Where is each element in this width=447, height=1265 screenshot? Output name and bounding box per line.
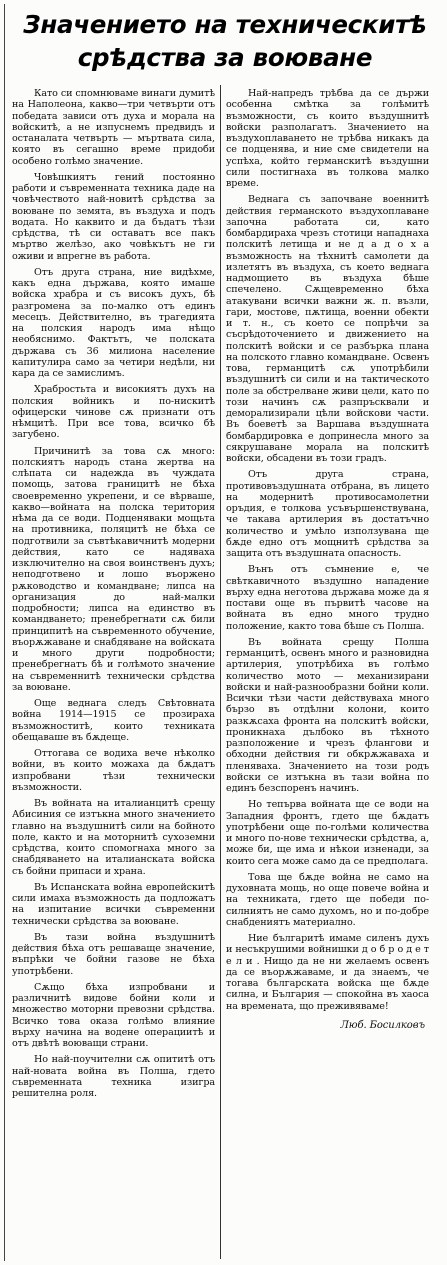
paragraph: Храбростьта и високиятъ духъ на полския войникъ и по-нискитѣ офицерски чинове сѫ признати отъ нѣмцитѣ. При все това, всичко бѣ загубено. — [12, 384, 215, 441]
paragraph: Въ Испанската война европейскитѣ сили имаха възможность да подложатъ на изпитание всички съвременни технически срѣдства за воюване. — [12, 881, 215, 927]
paragraph: Въ тази война въздушнитѣ действия бѣха отъ решаваще значение, въпрѣки че бойни газове не бѣха употрѣбени. — [12, 931, 215, 977]
paragraph: Това ще бѫде война не само на духовната мощь, но още повече война и на техниката, гдето ще победи по-силниятъ не само духомъ, но и по-добре снабдениятъ материално. — [226, 871, 429, 928]
paragraph: Сѫщо бѣха изпробвани и различнитѣ видове бойни коли и множество моторни превозни срѣдства. Всичко това оказа голѣмо влияние върху начина на водене операциитѣ и отъ двѣтѣ воюващи страни. — [12, 981, 215, 1049]
paragraph: Отъ друга страна, противовъздушната отбрана, въ лицето на модернитѣ противосамолетни оръдия, е толкова усъвършенствувана, че такава артилерия въ достатъчно количество и умѣло използувана ще бѫде едно отъ мощнитѣ срѣдства за защита отъ въздушната опасность. — [226, 469, 429, 559]
paragraph: Като си спомнюваме винаги думитѣ на Наполеона, каквo—три четвърти отъ победата зависи отъ духа и морала на войскитѣ, а не изпуснемъ предвидъ и останалата четвърть — мъртвата сила, която въ сегашно време придоби особено голѣмо значение. — [12, 88, 215, 167]
paragraph: Причинитѣ за това сѫ много: полскиятъ народъ стана жертва на слѣпата си надежда въ чуждата помощь, затова границитѣ не бѣха своевременно укрепени, и се вѣрваше, каквo—войната на полска територия нѣма да се води. Подценяваки мощьта на противника, поляцитѣ не бѣха се подготвили за съвтѣкавичнитѣ модерни действия, като се надявахa изключително на своя воинственъ духъ; неподготвено и лошо въоржено рѫководство и командване; липса на организация до най-малки подробности; липса на единство въ командването; пренебрегнати сѫ били принципитѣ на съвременното обучение, въорѫжаване и снабдяване на войската и много други подробности; пренебрегнатъ бѣ и голѣмото значение на съвременнитѣ технически срѣдства за воюване. — [12, 445, 215, 693]
paragraph: Отъ друга страна, ние видѣхме, какъ една държава, която имаше войска храбра и съ високъ духъ, бѣ разгромена за по-малко отъ единъ месецъ. Действително, въ трагедията на полския народъ има нѣщо необяснимо. Фактътъ, че полската държава съ 36 милиона население капитулира само за четири недѣли, ни кара да се замислимъ. — [12, 266, 215, 379]
paragraph: Въ войната срещу Полша германцитѣ, освенъ много и разновидна артилерия, употрѣбиха въ голѣмо количество мото — механизирани войски и най-разнообразни бойни коли. Всички тѣзи части действуваха много бързо въ отдѣлни колони, които разкѫсаха фронта на полскитѣ войски, проникнаха дълбоко въ тѣхното разположение и чрезъ флангови и обходни действия ги обкрѫжаваха и пленяваха. Значението на този родъ войски се изтъкна въ тази война по единъ безспоренъ начинъ. — [226, 636, 429, 794]
paragraph: Най-напредъ трѣбва да се държи особенна смѣтка за голѣмитѣ възможности, съ които въздушнитѣ войски разполагатъ. Значението на въздухоплаването не трѣбва никакъ да се подценява, и ние сме свидетели на успѣха, който германскитѣ въздушни сили постигнаха въ толкова малко време. — [226, 88, 429, 189]
paragraph: Въ войната на италианцитѣ срещу Абисиния се изтъкна много значението главно на въздушнитѣ сили на бойното поле, както и на моторнитѣ сухоземни срѣдства, които спомогнаха много за снабдяването на италианската войска съ бойни припаси и храна. — [12, 798, 215, 877]
paragraph: Но тепърва войната ще се води на Западния фронтъ, гдето ще бѫдатъ употрѣбени още по-голѣми количества и много по-нове технически срѣдства, а, може би, ще има и нѣкои изненади, за които сега може само да се предполага. — [226, 799, 429, 867]
paragraph: Но най-поучителни сѫ опититѣ отъ най-новата война въ Полша, гдето съвременната техника изигра решителна роля. — [12, 1054, 215, 1099]
paragraph: Вънъ отъ съмнение е, че свѣткавичното въздушно нападение върху една неготова държава може да я постави още въ първитѣ часове на войната въ едно много трудно положение, както това бѣше съ Полша. — [226, 564, 429, 632]
page-frame-line — [4, 4, 5, 1261]
right-column — [226, 88, 429, 1263]
paragraph: Оттогава се водиха вече нѣколко войни, въ които можаха да бѫдатъ изпробвани тѣзи технически възможности. — [12, 748, 215, 793]
paragraph: Още веднага следъ Свѣтовната война 1914—1915 се прозираха възможноститѣ, които техниката обещаваше въ бѫдеще. — [12, 698, 215, 743]
paragraph: Човѣшкиятъ гений постоянно работи и съвременната техника даде на човѣчеството най-новитѣ срѣдства за воюване по земята, въ въздуха и подъ водата. Но каквито и да бъдатъ тѣзи срѣдства, тѣ си оставатъ все пакъ мъртво желѣзо, ако човѣкътъ не ги оживи и впрегне въ работа. — [12, 171, 215, 262]
column-divider — [220, 85, 221, 1259]
article-title: Значението на техническитѣ срѣдства за воюване — [23, 10, 427, 72]
paragraph: Ние българитѣ имаме силенъ духъ и несъкрушими войнишки д о б р о д е т е л и . Нищо да не ни желаемъ освенъ да се въорѫжаваме, и да знаемъ, че тогава българската войска ще бѫде силна, и България — спокойна въ хаоса на времената, що преживяваме! — [226, 933, 429, 1012]
paragraph: Веднага съ започване военнитѣ действия германското въздухоплаване започна работата си, като бомбардираха чрезъ стотици нападнаха полскитѣ летища и не д а д о х а възможность на тѣхнитѣ самолети да излетятъ въ въздуха, съ което веднага надмощието въ въздуха бѣше спечелено. Сѫщевременно бѣха атакувани всички важни ж. п. възли, гари, мостове, пѫтища, военни обекти и т. н., съ което се попрѣчи за съсрѣдоточението и движението на полскитѣ войски и се разбърка плана на полското главно командване. Освенъ това, германцитѣ сѫ употрѣбили въздушнитѣ си сили и на тактическото поле за обстрелване живи цели, като по този начинъ сѫ разпръсквали и деморализирали цѣли войскови части. Въ боеветѣ за Варшава въздушната бомбардировка е допринесла много за сякрушаване морала на полскитѣ войски, обсадени въ този градъ. — [226, 194, 429, 464]
author-signature: Люб. Босилковъ — [340, 1019, 425, 1031]
left-column — [12, 88, 215, 1263]
